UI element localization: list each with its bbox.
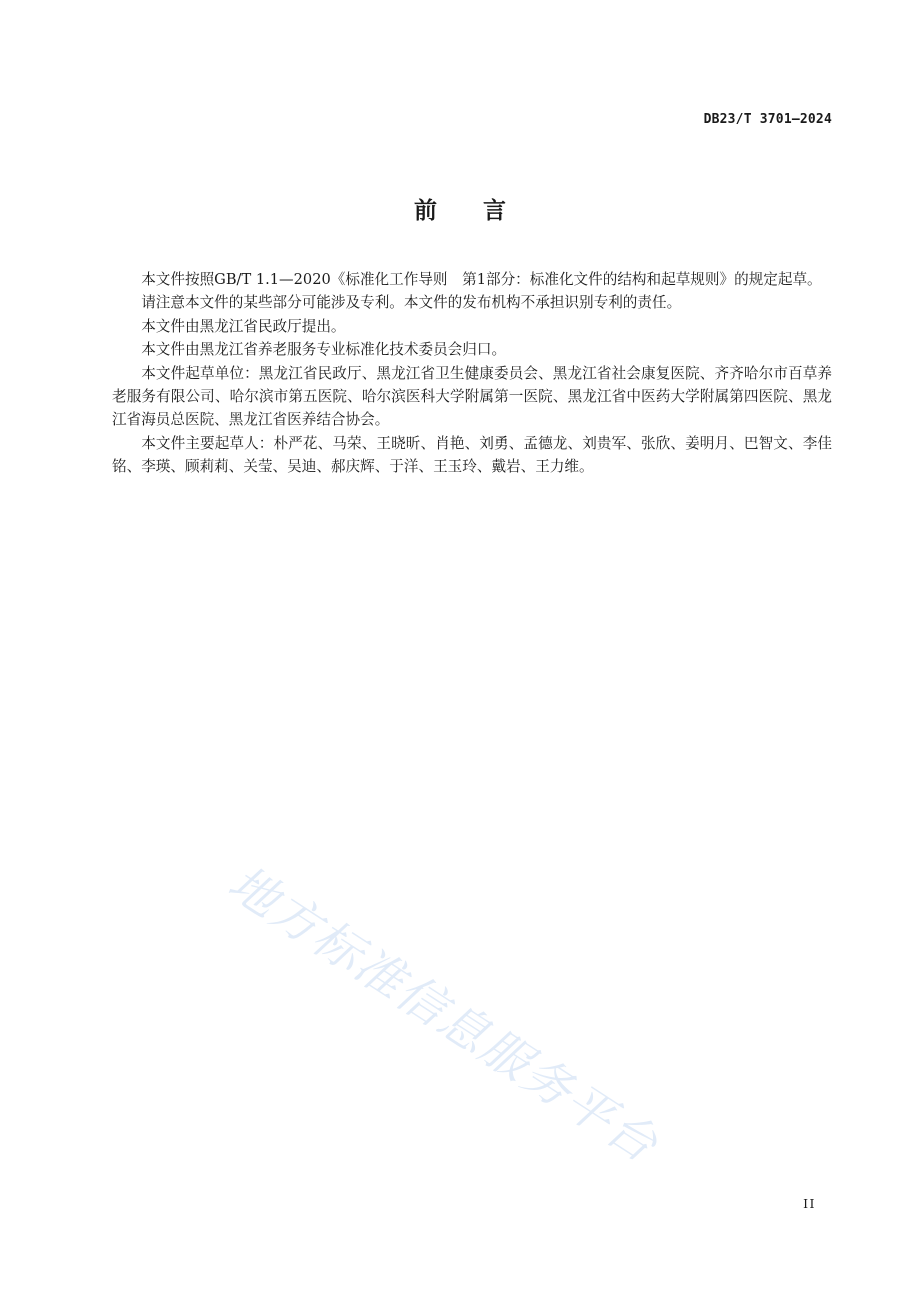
title-char-1: 前 [414, 198, 437, 224]
document-code: DB23/T 3701—2024 [703, 112, 832, 127]
foreword-body [112, 268, 832, 479]
page-number: II [803, 1196, 816, 1211]
paragraph-proposed-by: 本文件由黑龙江省民政厅提出。 [141, 317, 346, 335]
watermark: 地方标准信息服务平台 [218, 854, 669, 1175]
paragraph-drafting-units: 本文件起草单位：黑龙江省民政厅、黑龙江省卫生健康委员会、黑龙江省社会康复医院、齐齐哈尔市百草养老服务有限公司、哈尔滨市第五医院、哈尔滨医科大学附属第一医院、黑龙江省中医药大学附属第四医院、黑龙江省海员总医院、黑龙江省医养结合协会。 [112, 364, 832, 429]
title-char-2: 言 [483, 198, 506, 224]
page-title [0, 192, 920, 225]
paragraph-drafting-rules: 本文件按照GB/T 1.1—2020《标准化工作导则 第1部分：标准化文件的结构和起草规则》的规定起草。 [141, 271, 822, 288]
paragraph-centralized-by: 本文件由黑龙江省养老服务专业标准化技术委员会归口。 [141, 341, 507, 359]
paragraph-drafters: 本文件主要起草人：朴严花、马荣、王晓昕、肖艳、刘勇、孟德龙、刘贵军、张欣、姜明月、巴智文、李佳铭、李瑛、顾莉莉、关莹、吴迪、郝庆辉、于洋、王玉玲、戴岩、王力维。 [112, 434, 832, 476]
paragraph-patent-notice: 请注意本文件的某些部分可能涉及专利。本文件的发布机构不承担识别专利的责任。 [141, 294, 682, 312]
